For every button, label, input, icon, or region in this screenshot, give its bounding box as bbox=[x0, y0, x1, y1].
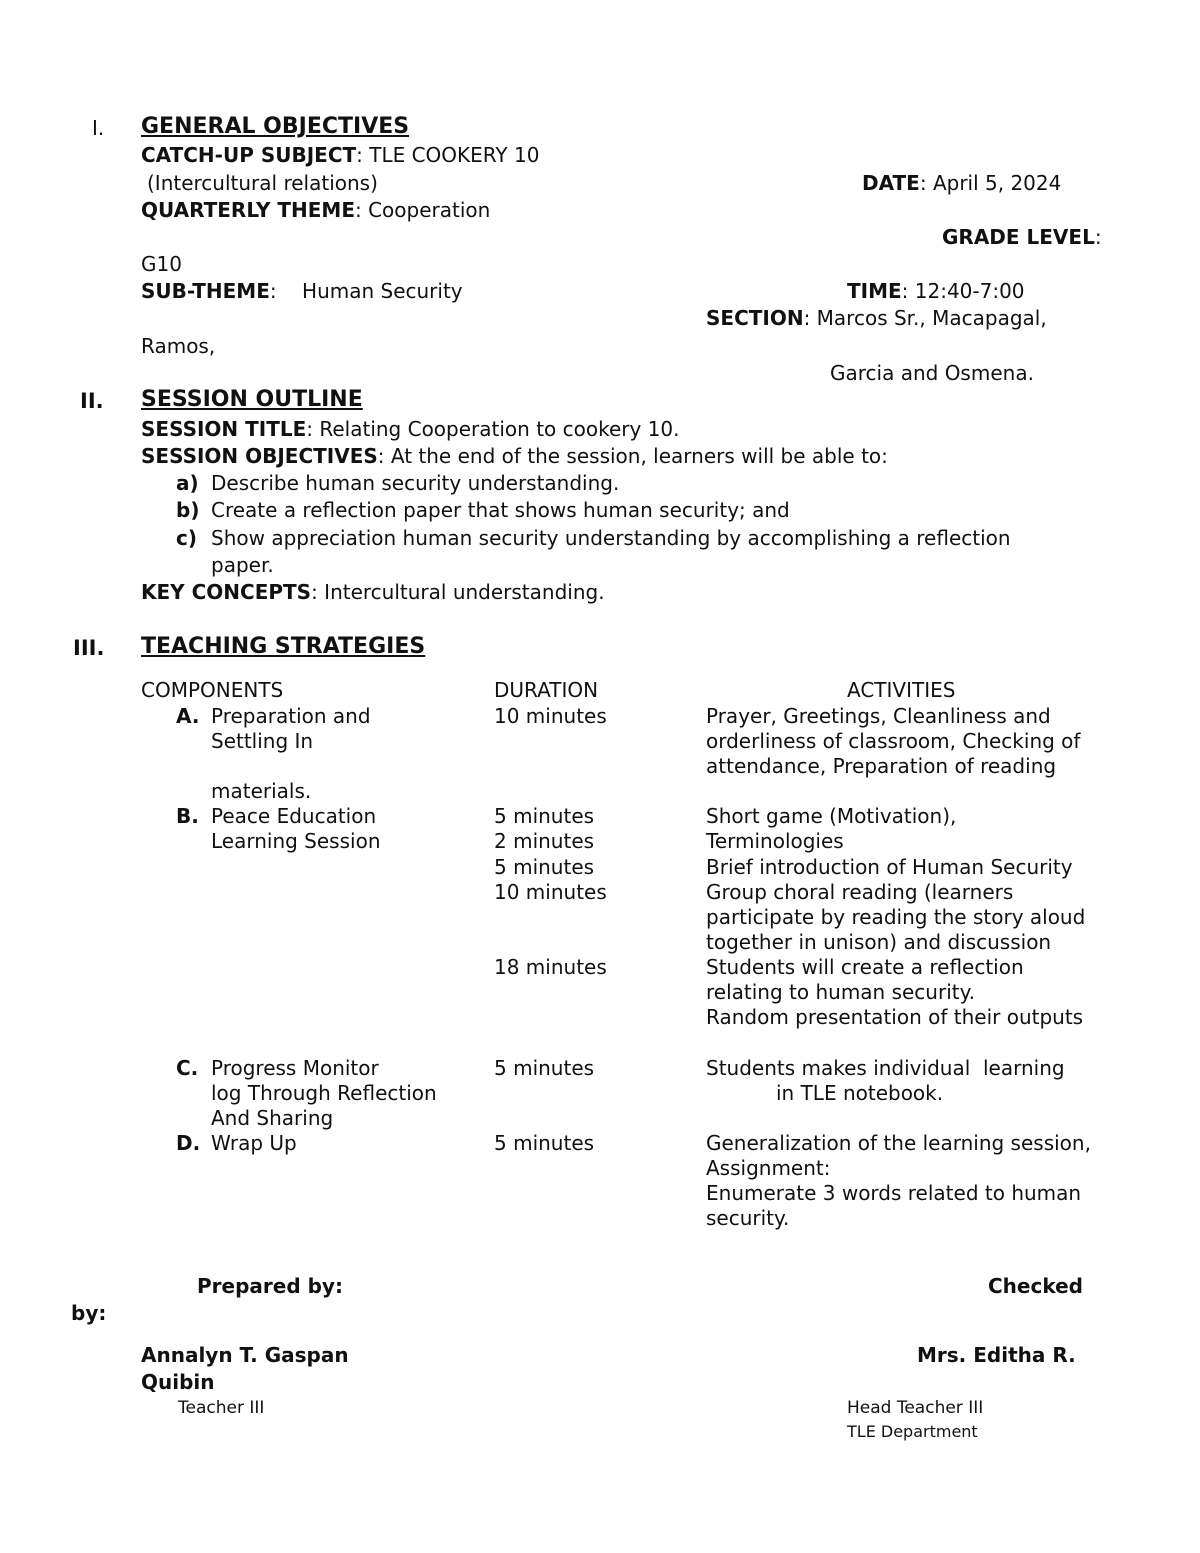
preparer-name: Annalyn T. Gaspan bbox=[141, 1343, 349, 1367]
field-value: : Relating Cooperation to cookery 10. bbox=[306, 417, 680, 441]
activity-text: Students makes individual learning bbox=[706, 1056, 1065, 1080]
checked-by-label: Checked bbox=[988, 1274, 1083, 1298]
list-item: Show appreciation human security understanding by accomplishing a reflection bbox=[211, 526, 1011, 550]
grade-level-label bbox=[942, 225, 1102, 249]
field-value: : TLE COOKERY 10 bbox=[356, 143, 540, 167]
component-marker: C. bbox=[176, 1056, 199, 1080]
section-heading: GENERAL OBJECTIVES bbox=[141, 114, 410, 139]
section-numeral: I. bbox=[92, 116, 105, 140]
component-name: Wrap Up bbox=[211, 1131, 297, 1155]
activity-text: security. bbox=[706, 1206, 790, 1230]
field-label: SESSION OBJECTIVES bbox=[141, 444, 378, 468]
duration: 5 minutes bbox=[494, 1131, 595, 1155]
field-value: : April 5, 2024 bbox=[919, 171, 1062, 195]
field-label: SECTION bbox=[706, 306, 804, 330]
component-marker: A. bbox=[176, 704, 200, 728]
session-title bbox=[141, 417, 680, 441]
grade-level-value: G10 bbox=[141, 252, 182, 276]
date-field bbox=[862, 171, 1061, 195]
field-value: : Human Security bbox=[269, 279, 463, 303]
field-label: KEY CONCEPTS bbox=[141, 580, 312, 604]
column-header-duration: DURATION bbox=[494, 678, 599, 702]
list-item-continued: paper. bbox=[211, 553, 274, 577]
component-name: Peace Education bbox=[211, 804, 377, 828]
field-value: : Cooperation bbox=[355, 198, 491, 222]
field-value: : 12:40-7:00 bbox=[901, 279, 1025, 303]
activity-text: attendance, Preparation of reading bbox=[706, 754, 1057, 778]
sub-theme bbox=[141, 279, 463, 303]
field-value: : At the end of the session, learners will be able to: bbox=[377, 444, 888, 468]
activity-text: Random presentation of their outputs bbox=[706, 1005, 1084, 1029]
checker-title: Head Teacher III bbox=[847, 1398, 984, 1418]
key-concepts bbox=[141, 580, 605, 604]
checker-name: Mrs. Editha R. bbox=[917, 1343, 1076, 1367]
list-item: Create a reflection paper that shows human security; and bbox=[211, 498, 790, 522]
list-marker: c) bbox=[176, 526, 197, 550]
component-name: Settling In bbox=[211, 729, 314, 753]
section-numeral: III. bbox=[73, 636, 105, 660]
activity-text: orderliness of classroom, Checking of bbox=[706, 729, 1081, 753]
component-name: materials. bbox=[211, 779, 312, 803]
activity-text: Generalization of the learning session, bbox=[706, 1131, 1091, 1155]
component-name: log Through Reflection bbox=[211, 1081, 437, 1105]
section-field-continued: Garcia and Osmena. bbox=[830, 361, 1034, 385]
duration: 18 minutes bbox=[494, 955, 607, 979]
field-label: CATCH-UP SUBJECT bbox=[141, 143, 357, 167]
time-field bbox=[847, 279, 1025, 303]
activity-text: Brief introduction of Human Security bbox=[706, 855, 1073, 879]
component-marker: D. bbox=[176, 1131, 201, 1155]
activity-text: together in unison) and discussion bbox=[706, 930, 1052, 954]
field-label: GRADE LEVEL bbox=[942, 225, 1095, 249]
activity-text: Terminologies bbox=[706, 829, 844, 853]
section-field bbox=[706, 306, 1047, 330]
activity-text: Assignment: bbox=[706, 1156, 831, 1180]
activity-text: Students will create a reflection bbox=[706, 955, 1024, 979]
activity-text: Short game (Motivation), bbox=[706, 804, 957, 828]
preparer-title: Teacher III bbox=[178, 1398, 265, 1418]
duration: 10 minutes bbox=[494, 880, 607, 904]
session-objectives bbox=[141, 444, 888, 468]
checked-by-label-continued: by: bbox=[71, 1301, 107, 1325]
checker-department: TLE Department bbox=[847, 1422, 978, 1441]
field-label: TIME bbox=[847, 279, 902, 303]
activity-text: Prayer, Greetings, Cleanliness and bbox=[706, 704, 1051, 728]
component-name: Learning Session bbox=[211, 829, 381, 853]
duration: 5 minutes bbox=[494, 804, 595, 828]
field-label: SUB-THEME bbox=[141, 279, 270, 303]
activity-text: Group choral reading (learners bbox=[706, 880, 1014, 904]
prepared-by-label: Prepared by: bbox=[197, 1274, 343, 1298]
activity-text: relating to human security. bbox=[706, 980, 975, 1004]
activity-text: in TLE notebook. bbox=[776, 1081, 944, 1105]
checker-name-continued: Quibin bbox=[141, 1370, 215, 1394]
component-name: Preparation and bbox=[211, 704, 371, 728]
duration: 2 minutes bbox=[494, 829, 595, 853]
duration: 10 minutes bbox=[494, 704, 607, 728]
column-header-components: COMPONENTS bbox=[141, 678, 284, 702]
activity-text: participate by reading the story aloud bbox=[706, 905, 1086, 929]
list-item: Describe human security understanding. bbox=[211, 471, 620, 495]
field-value: : bbox=[1094, 225, 1102, 249]
field-label: SESSION TITLE bbox=[141, 417, 307, 441]
duration: 5 minutes bbox=[494, 855, 595, 879]
section-heading: SESSION OUTLINE bbox=[141, 387, 363, 412]
catch-up-subject bbox=[141, 143, 539, 167]
field-value: : Intercultural understanding. bbox=[311, 580, 605, 604]
list-marker: a) bbox=[176, 471, 199, 495]
column-header-activities: ACTIVITIES bbox=[847, 678, 956, 702]
list-marker: b) bbox=[176, 498, 200, 522]
component-marker: B. bbox=[176, 804, 199, 828]
component-name: Progress Monitor bbox=[211, 1056, 379, 1080]
catch-up-subtitle: (Intercultural relations) bbox=[147, 171, 378, 195]
duration: 5 minutes bbox=[494, 1056, 595, 1080]
section-numeral: II. bbox=[80, 389, 104, 413]
section-field-continued: Ramos, bbox=[141, 334, 216, 358]
quarterly-theme bbox=[141, 198, 490, 222]
activity-text: Enumerate 3 words related to human bbox=[706, 1181, 1082, 1205]
component-name: And Sharing bbox=[211, 1106, 334, 1130]
field-value: : Marcos Sr., Macapagal, bbox=[803, 306, 1047, 330]
field-label: QUARTERLY THEME bbox=[141, 198, 355, 222]
section-heading: TEACHING STRATEGIES bbox=[141, 634, 426, 659]
field-label: DATE bbox=[862, 171, 920, 195]
